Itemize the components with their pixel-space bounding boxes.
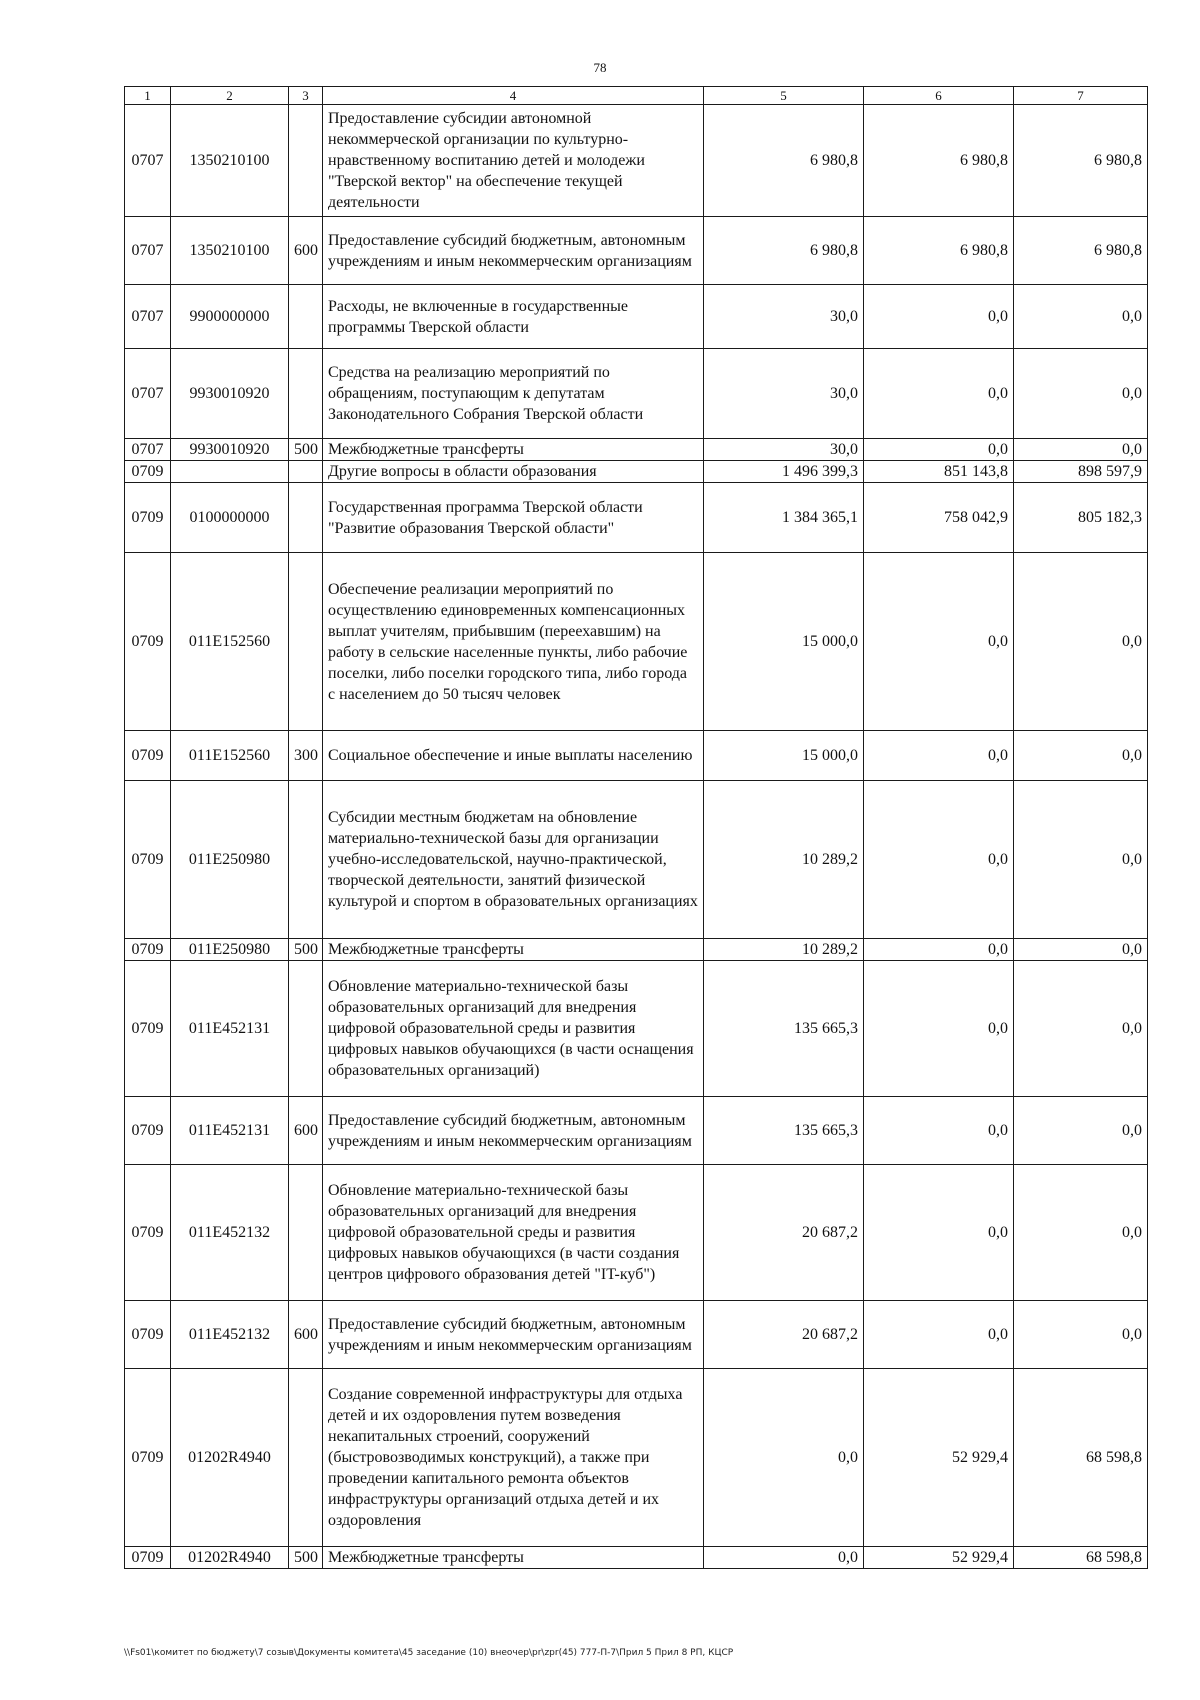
item-name: Межбюджетные трансферты: [323, 1547, 704, 1569]
item-name: Другие вопросы в области образования: [323, 461, 704, 483]
target-article-code: 011E452131: [171, 1097, 289, 1165]
section-code: 0709: [125, 939, 171, 961]
section-code: 0709: [125, 553, 171, 731]
amount-col5: 0,0: [704, 1547, 864, 1569]
amount-col7: 0,0: [1014, 285, 1148, 349]
table-row: [125, 483, 1148, 553]
file-path-footer: \\Fs01\комитет по бюджету\7 созыв\Документы комитета\45 заседание (10) внеочер\pr\zpr(45) 777-П-7\Прил 5 Прил 8 РП, КЦСР: [124, 1648, 734, 1658]
expense-type-code: [289, 781, 323, 939]
amount-col6: 0,0: [864, 1165, 1014, 1301]
item-name: Субсидии местным бюджетам на обновление материально-технической базы для организации учебно-исследовательской, научно-практической, творческой деятельности, занятий физической культурой и спортом в образовательных организациях: [323, 781, 704, 939]
item-name: Предоставление субсидии автономной некоммерческой организации по культурно-нравственному воспитанию детей и молодежи "Тверской вектор" на обеспечение текущей деятельности: [323, 105, 704, 217]
expense-type-code: 600: [289, 217, 323, 285]
column-header-3: 3: [289, 87, 323, 105]
item-name: Межбюджетные трансферты: [323, 939, 704, 961]
amount-col7: 6 980,8: [1014, 217, 1148, 285]
section-code: 0709: [125, 1165, 171, 1301]
column-header-5: 5: [704, 87, 864, 105]
table-row: [125, 105, 1148, 217]
amount-col7: 68 598,8: [1014, 1547, 1148, 1569]
table-row: [125, 439, 1148, 461]
amount-col5: 30,0: [704, 439, 864, 461]
target-article-code: 01202R4940: [171, 1369, 289, 1547]
table-row: [125, 1301, 1148, 1369]
amount-col7: 805 182,3: [1014, 483, 1148, 553]
target-article-code: 011E250980: [171, 939, 289, 961]
target-article-code: 1350210100: [171, 217, 289, 285]
table-row: [125, 285, 1148, 349]
column-header-7: 7: [1014, 87, 1148, 105]
expense-type-code: 600: [289, 1301, 323, 1369]
amount-col7: 0,0: [1014, 1097, 1148, 1165]
column-number-header-row: [125, 87, 1148, 105]
item-name: Государственная программа Тверской области "Развитие образования Тверской области": [323, 483, 704, 553]
amount-col6: 0,0: [864, 939, 1014, 961]
amount-col6: 6 980,8: [864, 217, 1014, 285]
expense-type-code: 500: [289, 939, 323, 961]
page-number: 78: [593, 60, 607, 75]
expense-type-code: [289, 483, 323, 553]
item-name: Предоставление субсидий бюджетным, автономным учреждениям и иным некоммерческим организациям: [323, 217, 704, 285]
amount-col6: 758 042,9: [864, 483, 1014, 553]
section-code: 0709: [125, 781, 171, 939]
item-name: Создание современной инфраструктуры для отдыха детей и их оздоровления путем возведения некапитальных строений, сооружений (быстровозводимых конструкций), а также при проведении капитального ремонта объектов инфраструктуры организаций отдыха детей и их оздоровления: [323, 1369, 704, 1547]
amount-col5: 20 687,2: [704, 1301, 864, 1369]
expense-type-code: 500: [289, 439, 323, 461]
table-row: [125, 349, 1148, 439]
item-name: Расходы, не включенные в государственные программы Тверской области: [323, 285, 704, 349]
section-code: 0709: [125, 483, 171, 553]
item-name: Социальное обеспечение и иные выплаты населению: [323, 731, 704, 781]
amount-col6: 52 929,4: [864, 1547, 1014, 1569]
table-row: [125, 1165, 1148, 1301]
amount-col6: 0,0: [864, 731, 1014, 781]
amount-col7: 68 598,8: [1014, 1369, 1148, 1547]
target-article-code: 011E152560: [171, 731, 289, 781]
section-code: 0709: [125, 1547, 171, 1569]
amount-col7: 6 980,8: [1014, 105, 1148, 217]
table-row: [125, 939, 1148, 961]
table-row: [125, 961, 1148, 1097]
amount-col6: 0,0: [864, 285, 1014, 349]
amount-col5: 1 384 365,1: [704, 483, 864, 553]
amount-col6: 52 929,4: [864, 1369, 1014, 1547]
section-code: 0707: [125, 105, 171, 217]
section-code: 0709: [125, 961, 171, 1097]
amount-col7: 0,0: [1014, 939, 1148, 961]
amount-col6: 0,0: [864, 553, 1014, 731]
item-name: Межбюджетные трансферты: [323, 439, 704, 461]
budget-table: [124, 86, 1148, 1569]
item-name: Обновление материально-технической базы образовательных организаций для внедрения цифровой образовательной среды и развития цифровых навыков обучающихся (в части оснащения образовательных организаций): [323, 961, 704, 1097]
target-article-code: 011E250980: [171, 781, 289, 939]
table-row: [125, 731, 1148, 781]
item-name: Средства на реализацию мероприятий по обращениям, поступающим к депутатам Законодательного Собрания Тверской области: [323, 349, 704, 439]
amount-col7: 0,0: [1014, 349, 1148, 439]
expense-type-code: [289, 285, 323, 349]
amount-col6: 851 143,8: [864, 461, 1014, 483]
target-article-code: 011E452132: [171, 1165, 289, 1301]
section-code: 0709: [125, 461, 171, 483]
section-code: 0709: [125, 1301, 171, 1369]
column-header-1: 1: [125, 87, 171, 105]
target-article-code: 0100000000: [171, 483, 289, 553]
expense-type-code: [289, 1369, 323, 1547]
amount-col6: 0,0: [864, 961, 1014, 1097]
target-article-code: 9930010920: [171, 439, 289, 461]
amount-col6: 0,0: [864, 439, 1014, 461]
amount-col5: 30,0: [704, 285, 864, 349]
column-header-4: 4: [323, 87, 704, 105]
section-code: 0707: [125, 349, 171, 439]
table-row: [125, 781, 1148, 939]
section-code: 0709: [125, 1369, 171, 1547]
expense-type-code: [289, 1165, 323, 1301]
amount-col7: 0,0: [1014, 439, 1148, 461]
expense-type-code: [289, 461, 323, 483]
amount-col7: 0,0: [1014, 961, 1148, 1097]
expense-type-code: 600: [289, 1097, 323, 1165]
amount-col5: 1 496 399,3: [704, 461, 864, 483]
target-article-code: 01202R4940: [171, 1547, 289, 1569]
target-article-code: 9930010920: [171, 349, 289, 439]
amount-col6: 0,0: [864, 781, 1014, 939]
item-name: Обновление материально-технической базы образовательных организаций для внедрения цифровой образовательной среды и развития цифровых навыков обучающихся (в части создания центров цифрового образования детей "IT-куб"): [323, 1165, 704, 1301]
column-header-6: 6: [864, 87, 1014, 105]
amount-col7: 0,0: [1014, 553, 1148, 731]
target-article-code: 9900000000: [171, 285, 289, 349]
amount-col5: 6 980,8: [704, 217, 864, 285]
expense-type-code: [289, 105, 323, 217]
target-article-code: 011E452132: [171, 1301, 289, 1369]
column-header-2: 2: [171, 87, 289, 105]
target-article-code: 011E452131: [171, 961, 289, 1097]
amount-col7: 0,0: [1014, 1301, 1148, 1369]
amount-col5: 0,0: [704, 1369, 864, 1547]
amount-col5: 15 000,0: [704, 731, 864, 781]
section-code: 0709: [125, 1097, 171, 1165]
item-name: Предоставление субсидий бюджетным, автономным учреждениям и иным некоммерческим организациям: [323, 1097, 704, 1165]
expense-type-code: [289, 553, 323, 731]
amount-col7: 898 597,9: [1014, 461, 1148, 483]
section-code: 0707: [125, 217, 171, 285]
section-code: 0709: [125, 731, 171, 781]
section-code: 0707: [125, 285, 171, 349]
section-code: 0707: [125, 439, 171, 461]
target-article-code: 011E152560: [171, 553, 289, 731]
expense-type-code: [289, 349, 323, 439]
expense-type-code: 500: [289, 1547, 323, 1569]
budget-table-body: [125, 105, 1148, 1569]
amount-col5: 30,0: [704, 349, 864, 439]
amount-col5: 6 980,8: [704, 105, 864, 217]
amount-col5: 10 289,2: [704, 781, 864, 939]
target-article-code: 1350210100: [171, 105, 289, 217]
amount-col7: 0,0: [1014, 731, 1148, 781]
amount-col6: 6 980,8: [864, 105, 1014, 217]
table-row: [125, 217, 1148, 285]
item-name: Обеспечение реализации мероприятий по осуществлению единовременных компенсационных выплат учителям, прибывшим (переехавшим) на работу в сельские населенные пункты, либо рабочие поселки, либо поселки городского типа, либо города с населением до 50 тысяч человек: [323, 553, 704, 731]
item-name: Предоставление субсидий бюджетным, автономным учреждениям и иным некоммерческим организациям: [323, 1301, 704, 1369]
amount-col6: 0,0: [864, 349, 1014, 439]
amount-col6: 0,0: [864, 1301, 1014, 1369]
amount-col5: 20 687,2: [704, 1165, 864, 1301]
table-row: [125, 1369, 1148, 1547]
table-row: [125, 1097, 1148, 1165]
table-row: [125, 1547, 1148, 1569]
amount-col7: 0,0: [1014, 1165, 1148, 1301]
amount-col6: 0,0: [864, 1097, 1014, 1165]
table-row: [125, 553, 1148, 731]
amount-col5: 135 665,3: [704, 961, 864, 1097]
amount-col5: 135 665,3: [704, 1097, 864, 1165]
amount-col7: 0,0: [1014, 781, 1148, 939]
amount-col5: 10 289,2: [704, 939, 864, 961]
target-article-code: [171, 461, 289, 483]
expense-type-code: [289, 961, 323, 1097]
expense-type-code: 300: [289, 731, 323, 781]
amount-col5: 15 000,0: [704, 553, 864, 731]
table-row: [125, 461, 1148, 483]
